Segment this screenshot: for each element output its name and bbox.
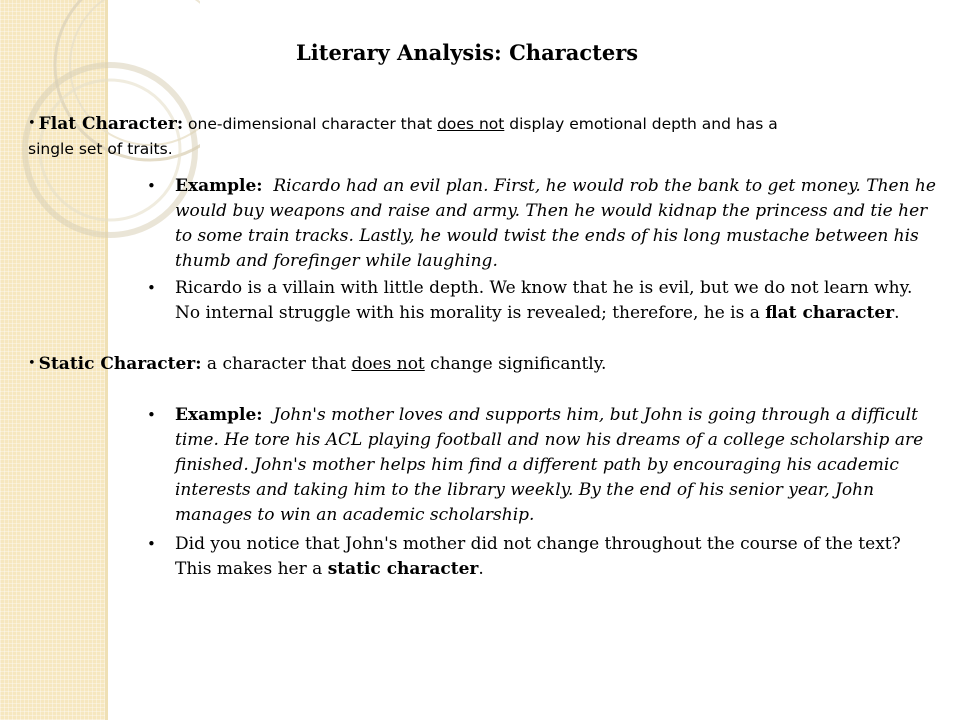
- flat-note: • Ricardo is a villain with little depth. We know that he is evil, but we do not learn why. No internal struggle with his morality is revealed; therefore, he is a flat character.: [147, 278, 913, 323]
- slide-title: Literary Analysis: Characters: [296, 40, 639, 65]
- static-character-term: Static Character:: [38, 354, 202, 374]
- bullet: •: [147, 279, 156, 297]
- flat-character-definition: • Flat Character: one-dimensional character that does not display emotional depth and has a single set of traits.: [28, 114, 778, 158]
- example-text: Ricardo had an evil plan. First, he would rob the bank to get money. Then he would buy weapons and raise and army. Then he would kidnap the princess and tie her to some train tracks. Lastly, he would twist the ends of his long mustache between his thumb and forefinger while laughing.: [175, 176, 936, 271]
- does-not-underlined: does not: [437, 115, 505, 133]
- bullet: •: [28, 116, 36, 131]
- example-label: Example:: [175, 176, 263, 196]
- bullet: •: [28, 356, 36, 371]
- example-label: Example:: [175, 405, 263, 425]
- flat-character-term: Flat Character:: [38, 114, 184, 134]
- flat-character-bold: flat character: [765, 303, 895, 323]
- bullet: •: [147, 535, 156, 553]
- bullet: •: [147, 406, 156, 424]
- flat-example: [147, 174, 940, 274]
- static-character-definition: • Static Character: a character that does not change significantly.: [28, 354, 607, 374]
- static-example: [147, 403, 940, 528]
- static-character-bold: static character: [327, 559, 479, 579]
- static-note: • Did you notice that John's mother did not change throughout the course of the text? This makes her a static character.: [147, 534, 901, 579]
- bullet: •: [147, 177, 156, 195]
- does-not-underlined: does not: [351, 354, 425, 374]
- example-text: John's mother loves and supports him, but John is going through a difficult time. He tore his ACL playing football and now his dreams of a college scholarship are finished. John's mother helps him find a different path by encouraging his academic interests and taking him to the library weekly. By the end of his senior year, John manages to win an academic scholarship.: [175, 405, 924, 525]
